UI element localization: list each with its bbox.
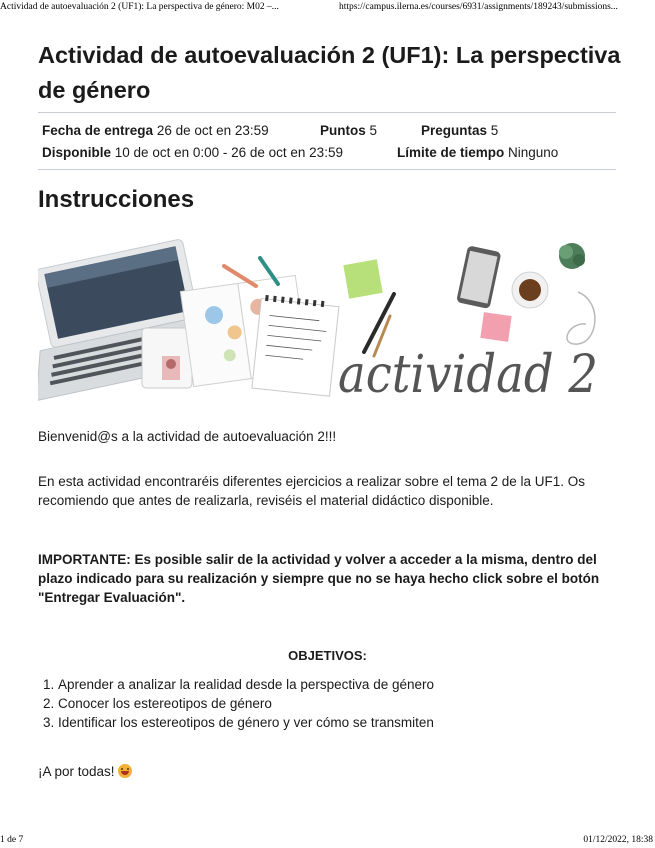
divider	[38, 169, 616, 170]
instructions-heading: Instrucciones	[38, 186, 195, 213]
print-header	[0, 0, 655, 16]
objective-item: 3. Identificar los estereotipos de género y ver cómo se transmiten	[58, 713, 434, 732]
grinning-face-emoji-icon	[118, 764, 132, 778]
divider	[38, 112, 616, 113]
time-limit-value: Ninguno	[508, 145, 559, 160]
footer-page-number: 1 de 7	[0, 835, 24, 845]
available-value: 10 de oct en 0:00 - 26 de oct en 23:59	[114, 145, 343, 160]
activity-banner-image	[38, 232, 618, 412]
objectives-title: OBJETIVOS:	[288, 648, 367, 663]
footer-datetime: 01/12/2022, 18:38	[583, 835, 653, 845]
objective-item: 2. Conocer los estereotipos de género	[58, 694, 434, 713]
meta-due	[42, 123, 269, 138]
banner-script-text: actividad 2	[338, 345, 598, 405]
sticky-note-green	[343, 259, 382, 298]
points-value: 5	[369, 123, 378, 138]
questions-label: Preguntas	[421, 123, 488, 138]
meta-time-limit	[397, 145, 558, 160]
page-title: Actividad de autoevaluación 2 (UF1): La perspectiva de género	[38, 42, 621, 103]
plant-illustration	[559, 243, 585, 269]
available-label: Disponible	[42, 145, 112, 160]
meta-questions	[421, 123, 498, 138]
closing-text	[38, 762, 618, 781]
due-value: 26 de oct en 23:59	[156, 123, 269, 138]
due-label: Fecha de entrega	[42, 123, 154, 138]
points-label: Puntos	[320, 123, 366, 138]
intro-text: En esta actividad encontraréis diferentes ejercicios a realizar sobre el tema 2 de la UF1. Os recomiendo que antes de realizarla, reviséis el material didáctico disponible.	[38, 474, 586, 508]
phone-illustration	[142, 328, 192, 388]
print-header-url: https://campus.ilerna.es/courses/6931/assignments/189243/submissions...	[339, 2, 618, 12]
notepad-illustration	[252, 295, 339, 397]
objectives-list	[38, 675, 434, 732]
closing-label: ¡A por todas!	[38, 764, 115, 779]
smartphone-illustration	[456, 245, 501, 309]
print-header-title: Actividad de autoevaluación 2 (UF1): La perspectiva de género: M02 –...	[0, 2, 279, 12]
meta-points	[320, 123, 377, 138]
time-limit-label: Límite de tiempo	[397, 145, 505, 160]
meta-available	[42, 145, 343, 160]
important-notice: IMPORTANTE: Es posible salir de la actividad y volver a acceder a la misma, dentro del plazo indicado para su realización y siempre que no se haya hecho click sobre el botón "Entregar Evaluación".	[38, 552, 600, 605]
sticky-note-pink	[480, 312, 511, 342]
objective-item: 1. Aprender a analizar la realidad desde la perspectiva de género	[58, 675, 434, 694]
welcome-text: Bienvenid@s a la actividad de autoevaluación 2!!!	[38, 429, 337, 444]
questions-value: 5	[490, 123, 499, 138]
